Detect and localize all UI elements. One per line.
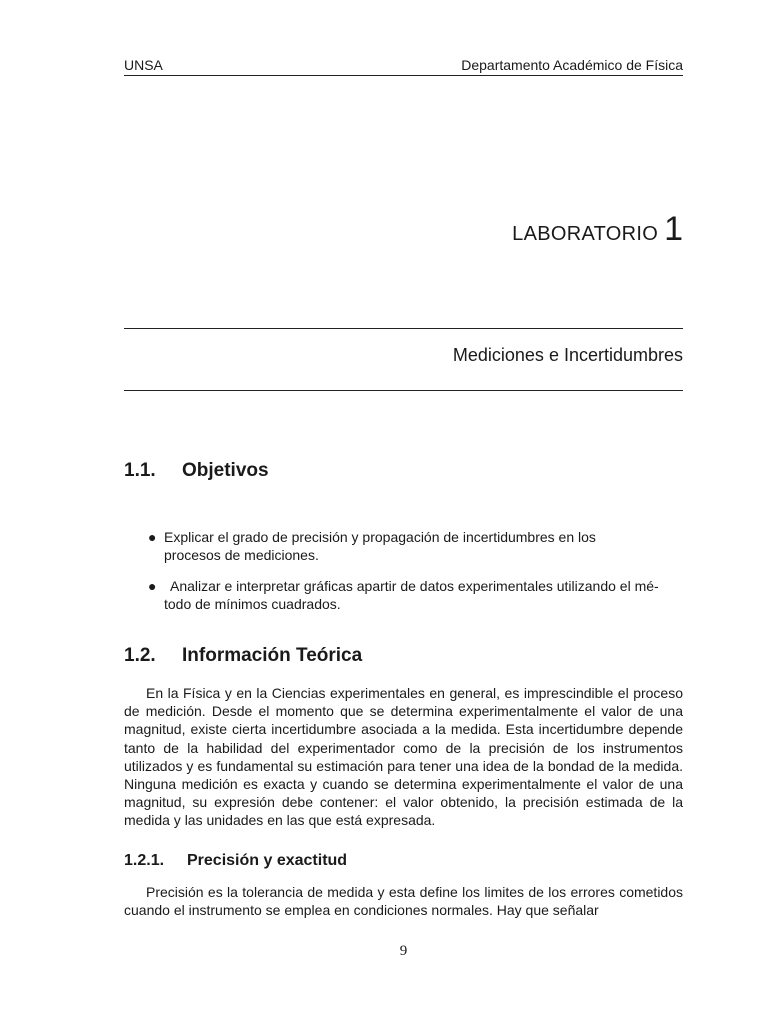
chapter-heading — [512, 210, 683, 249]
list-item — [148, 577, 686, 613]
list-item-line: Explicar el grado de precisión y propagación de incertidumbres en los — [164, 529, 596, 545]
bullet-icon: ● — [148, 578, 157, 594]
header-rule — [124, 75, 683, 76]
page-number: 9 — [399, 943, 408, 959]
precision-paragraph: Precisión es la tolerancia de medida y esta define los limites de los errores cometidos cuando el instrumento se emplea en condiciones normales. Hay que señalar — [124, 884, 683, 919]
theory-paragraph: En la Física y en la Ciencias experimentales en general, es imprescindible el proceso de medición. Desde el momento que se determina experimentalmente el valor de una magnitud, existe cierta incertidumbre asociada a la medida. Esta incertidumbre depende tanto de la habilidad del experimentador como de la precisión de los instrumentos utilizados y es fundamental su estimación para tener una idea de la bondad de la medida. Ninguna medición es exacta y cuando se determina experimentalmente el valor de una magnitud, su expresión debe contener: el valor obtenido, la precisión estimada de la medida y las unidades en las que está expresada. — [124, 685, 683, 829]
chapter-number: 1 — [664, 210, 683, 248]
subsection-heading — [124, 852, 347, 870]
bullet-icon: ● — [148, 529, 157, 545]
list-item-line: todo de mínimos cuadrados. — [164, 596, 341, 612]
title-rule-bottom — [124, 390, 683, 391]
section-title: Información Teórica — [182, 645, 363, 666]
section-number: 1.1. — [124, 460, 156, 481]
section-title: Objetivos — [182, 460, 269, 481]
document-page — [124, 0, 683, 1024]
section-heading-objetivos — [124, 460, 269, 482]
header-department: Departamento Académico de Física — [461, 57, 683, 73]
chapter-title: Mediciones e Incertidumbres — [452, 345, 683, 365]
section-number: 1.2. — [124, 645, 156, 666]
list-item — [148, 528, 686, 564]
title-rule-top — [124, 328, 683, 329]
list-item-line: Analizar e interpretar gráficas apartir de datos experimentales utilizando el mé- — [170, 578, 659, 594]
subsection-title: Precisión y exactitud — [187, 852, 348, 869]
header-institution: UNSA — [124, 57, 163, 73]
subsection-number: 1.2.1. — [124, 852, 165, 869]
objectives-list — [148, 528, 686, 626]
list-item-line: procesos de mediciones. — [164, 547, 319, 563]
chapter-label: LABORATORIO — [512, 223, 659, 245]
section-heading-informacion-teorica — [124, 645, 362, 667]
